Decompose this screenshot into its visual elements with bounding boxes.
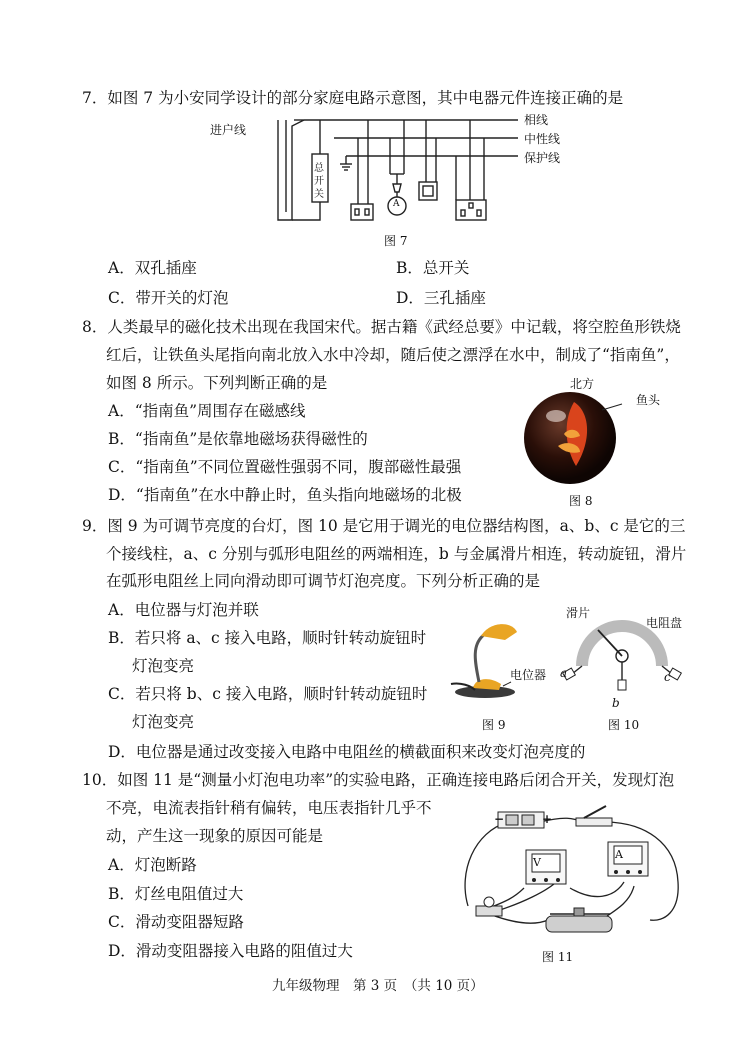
q7-option-a: A．双孔插座 xyxy=(108,259,197,277)
q9-option-b-cont: 灯泡变亮 xyxy=(132,657,195,675)
fig7-live-label: 相线 xyxy=(524,113,549,127)
q7-option-c: C．带开关的灯泡 xyxy=(108,289,229,307)
fig11-battery-plus: + xyxy=(542,812,553,826)
fig7-switch-label-2: 开 xyxy=(314,176,324,187)
q10-option-d: D．滑动变阻器接入电路的阻值过大 xyxy=(108,942,353,960)
fig8-head-label: 鱼头 xyxy=(636,393,661,407)
q10-stem-line-3: 动，产生这一现象的原因可能是 xyxy=(106,827,324,845)
q9-option-a: A．电位器与灯泡并联 xyxy=(108,601,259,619)
q9-stem-line-2: 个接线柱，a、c 分别与弧形电阻丝的两端相连，b 与金属滑片相连，转动旋钮，滑片 xyxy=(106,545,687,563)
q10-stem-line-2: 不亮，电流表指针稍有偏转，电压表指针几乎不 xyxy=(106,799,432,817)
q8-option-d: D．“指南鱼”在水中静止时，鱼头指向地磁场的北极 xyxy=(108,486,462,504)
q10-option-b: B．灯丝电阻值过大 xyxy=(108,885,244,903)
q8-stem-line-3: 如图 8 所示。下列判断正确的是 xyxy=(106,374,328,392)
fig11-voltmeter-label: V xyxy=(533,856,541,869)
q10-option-c: C．滑动变阻器短路 xyxy=(108,913,244,931)
fig10-slider-label: 滑片 xyxy=(566,606,591,620)
fig7-switch-label-3: 关 xyxy=(314,189,324,200)
q8-option-a: A．“指南鱼”周围存在磁感线 xyxy=(108,402,306,420)
q7-stem: 7．如图 7 为小安同学设计的部分家庭电路示意图，其中电器元件连接正确的是 xyxy=(82,89,624,107)
fig8-north-label: 北方 xyxy=(570,377,595,391)
q9-stem-line-1: 9．图 9 为可调节亮度的台灯，图 10 是它用于调光的电位器结构图，a、b、c 是它的三 xyxy=(82,517,686,535)
fig9-caption: 图 9 xyxy=(482,718,506,732)
fig7-neutral-label: 中性线 xyxy=(524,132,561,146)
q9-stem-line-3: 在弧形电阻丝上同向滑动即可调节灯泡亮度。下列分析正确的是 xyxy=(106,572,541,590)
fig9-potentiometer-label: 电位器 xyxy=(510,668,547,682)
fig11-ammeter-label: A xyxy=(615,848,623,861)
q9-option-b: B．若只将 a、c 接入电路，顺时针转动旋钮时 xyxy=(108,629,427,647)
figure-11-experiment-circuit xyxy=(454,802,686,952)
fig7-switch-label-1: 总 xyxy=(314,163,324,174)
fig7-incoming-label: 进户线 xyxy=(210,123,247,137)
q8-option-b: B．“指南鱼”是依靠地磁场获得磁性的 xyxy=(108,430,368,448)
q7-option-d: D．三孔插座 xyxy=(396,289,486,307)
fig10-terminal-c: c xyxy=(664,670,671,684)
figure-9-desk-lamp xyxy=(445,612,545,702)
fig10-disc-label: 电阻盘 xyxy=(646,616,683,630)
fig11-caption: 图 11 xyxy=(542,950,574,964)
figure-8-compass-fish xyxy=(518,388,628,488)
q7-option-b: B．总开关 xyxy=(396,259,470,277)
fig11-battery-minus: − xyxy=(494,812,505,826)
fig10-terminal-b: b xyxy=(612,696,620,710)
fig10-terminal-a: a xyxy=(560,666,568,680)
fig7-caption: 图 7 xyxy=(384,234,408,248)
fig7-lamp-label: A xyxy=(393,199,400,209)
q8-stem-line-1: 8．人类最早的磁化技术出现在我国宋代。据古籍《武经总要》中记载，将空腔鱼形铁烧 xyxy=(82,318,681,336)
q8-stem-line-2: 红后，让铁鱼头尾指向南北放入水中冷却，随后使之漂浮在水中，制成了“指南鱼”， xyxy=(106,346,680,364)
fig8-caption: 图 8 xyxy=(569,494,593,508)
fig10-caption: 图 10 xyxy=(608,718,640,732)
q9-option-d: D．电位器是通过改变接入电路中电阻丝的横截面积来改变灯泡亮度的 xyxy=(108,743,586,761)
q8-option-c: C．“指南鱼”不同位置磁性强弱不同，腹部磁性最强 xyxy=(108,458,462,476)
fig7-ground-label: 保护线 xyxy=(524,151,561,165)
page-footer: 九年级物理 第 3 页 （共 10 页） xyxy=(272,978,484,994)
q9-option-c: C．若只将 b、c 接入电路，顺时针转动旋钮时 xyxy=(108,685,428,703)
q10-option-a: A．灯泡断路 xyxy=(108,856,197,874)
q10-stem-line-1: 10．如图 11 是“测量小灯泡电功率”的实验电路，正确连接电路后闭合开关，发现灯泡 xyxy=(82,771,675,789)
q9-option-c-cont: 灯泡变亮 xyxy=(132,713,195,731)
